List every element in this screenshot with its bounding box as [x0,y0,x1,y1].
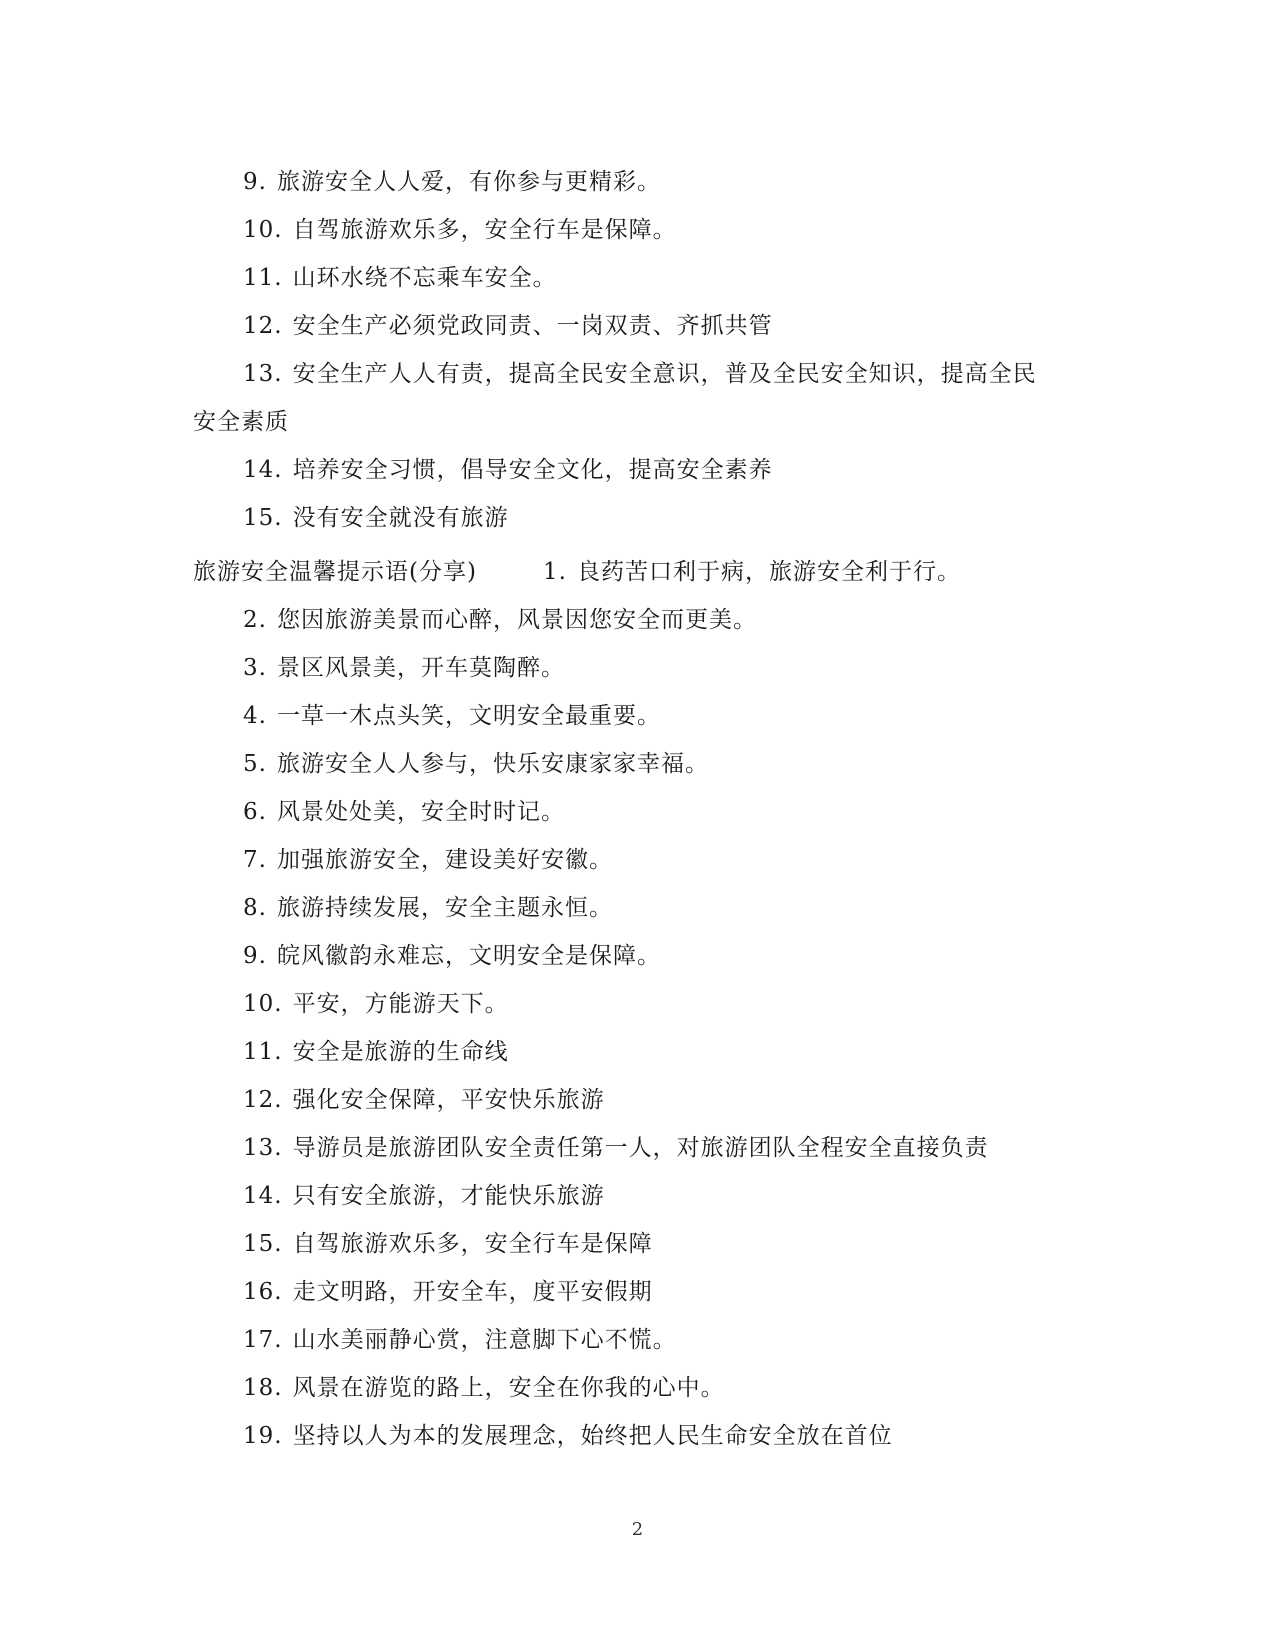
list-item-continuation [193,407,289,437]
item-number: 19. [243,1423,283,1449]
list-item [243,1037,509,1067]
item-text: 导游员是旅游团队安全责任第一人，对旅游团队全程安全直接负责 [292,1135,989,1161]
item-number: 9. [243,943,267,969]
item-number: 2. [243,607,267,633]
item-text: 加强旅游安全，建设美好安徽。 [276,847,613,873]
item-number: 16. [243,1279,283,1305]
item-number: 15. [243,1231,283,1257]
item-text: 坚持以人为本的发展理念，始终把人民生命安全放在首位 [292,1423,893,1449]
list-item [243,893,613,923]
item-number: 4. [243,703,267,729]
item-number: 12. [243,313,283,339]
list-item [243,1181,605,1211]
item-number: 17. [243,1327,283,1353]
list-item [243,1229,653,1259]
item-text: 安全是旅游的生命线 [292,1039,509,1065]
list-item [243,263,557,293]
item-number: 8. [243,895,267,921]
item-text: 您因旅游美景而心醉，风景因您安全而更美。 [276,607,757,633]
item-number: 10. [243,991,283,1017]
list-item [243,941,661,971]
item-text: 安全素质 [193,409,289,435]
item-text: 旅游安全人人参与，快乐安康家家幸福。 [276,751,709,777]
item-number: 15. [243,505,283,531]
list-item [243,359,1037,389]
item-text: 没有安全就没有旅游 [292,505,509,531]
item-number: 13. [243,361,283,387]
item-number: 5. [243,751,267,777]
page-number: 2 [631,1519,644,1540]
item-text: 风景在游览的路上，安全在你我的心中。 [292,1375,725,1401]
item-text: 自驾旅游欢乐多，安全行车是保障。 [292,217,677,243]
item-number: 18. [243,1375,283,1401]
item-text: 旅游安全人人爱，有你参与更精彩。 [276,169,661,195]
list-item [243,1085,605,1115]
list-item [243,989,509,1019]
list-item [243,1373,725,1403]
item-text: 风景处处美，安全时时记。 [276,799,565,825]
list-item [243,167,661,197]
list-item [243,1277,653,1307]
item-number: 13. [243,1135,283,1161]
list-item [243,797,565,827]
item-number: 14. [243,457,283,483]
list-item [243,503,509,533]
item-number: 7. [243,847,267,873]
list-item [243,215,677,245]
item-text: 一草一木点头笑，文明安全最重要。 [276,703,661,729]
list-item [243,845,613,875]
item-text: 山环水绕不忘乘车安全。 [292,265,557,291]
list-item [243,653,565,683]
list-item [243,605,757,635]
item-text: 强化安全保障，平安快乐旅游 [292,1087,605,1113]
item-text: 安全生产人人有责，提高全民安全意识，普及全民安全知识，提高全民 [292,361,1037,387]
list-item [243,701,661,731]
list-item [243,749,709,779]
item-number: 14. [243,1183,283,1209]
item-number: 11. [243,265,283,291]
item-text: 景区风景美，开车莫陶醉。 [276,655,565,681]
item-number: 1. [543,559,567,585]
item-number: 3. [243,655,267,681]
list-item [243,1133,989,1163]
item-text: 走文明路，开安全车，度平安假期 [292,1279,653,1305]
section-heading: 旅游安全温馨提示语(分享) [193,559,477,585]
item-text: 皖风徽韵永难忘，文明安全是保障。 [276,943,661,969]
list-item [243,455,773,485]
list-item [243,1325,677,1355]
item-text: 只有安全旅游，才能快乐旅游 [292,1183,605,1209]
list-item [543,557,961,587]
item-text: 自驾旅游欢乐多，安全行车是保障 [292,1231,653,1257]
item-number: 6. [243,799,267,825]
section-heading-row [193,557,961,587]
item-text: 山水美丽静心赏，注意脚下心不慌。 [292,1327,677,1353]
item-text: 安全生产必须党政同责、一岗双责、齐抓共管 [292,313,773,339]
item-number: 12. [243,1087,283,1113]
item-text: 培养安全习惯，倡导安全文化，提高安全素养 [292,457,773,483]
list-item [243,1421,893,1451]
item-text: 平安，方能游天下。 [292,991,509,1017]
item-number: 9. [243,169,267,195]
item-text: 旅游持续发展，安全主题永恒。 [276,895,613,921]
list-item [243,311,773,341]
item-text: 良药苦口利于病，旅游安全利于行。 [576,559,961,585]
item-number: 11. [243,1039,283,1065]
item-number: 10. [243,217,283,243]
